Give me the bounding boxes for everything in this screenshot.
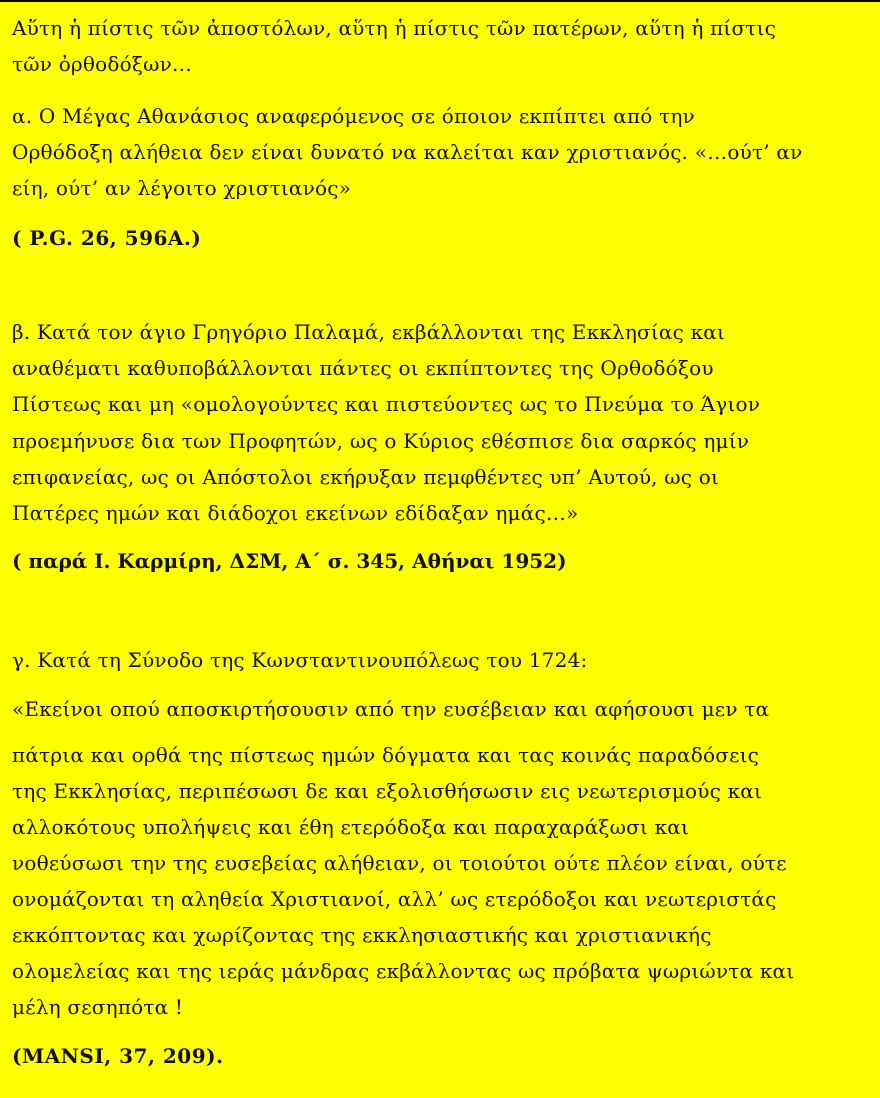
- section-c-text: εκκόπτοντας και χωρίζοντας της εκκλησιαστικής και χριστιανικής: [12, 923, 712, 947]
- intro-line: τῶν ὀρθοδόξων…: [12, 52, 193, 76]
- section-b-text: Πατέρες ημών και διάδοχοι εκείνων εδίδαξαν ημάς…»: [12, 501, 579, 525]
- section-c-heading: γ. Κατά τη Σύνοδο της Κωνσταντινουπόλεως του 1724:: [12, 648, 588, 672]
- section-c-reference: (MANSI, 37, 209).: [12, 1044, 224, 1068]
- section-c-text: «Εκείνοι οπού αποσκιρτήσουσιν από την ευσέβειαν και αφήσουσι μεν τα: [12, 697, 770, 721]
- intro-line: Αὕτη ἡ πίστις τῶν ἀποστόλων, αὕτη ἡ πίστις τῶν πατέρων, αὕτη ἡ πίστις: [12, 16, 777, 40]
- section-a-text: α. Ο Μέγας Αθανάσιος αναφερόμενος σε όποιον εκπίπτει από την: [12, 104, 695, 128]
- section-c-text: ονομάζονται τη αληθεία Χριστιανοί, αλλ’ ως ετερόδοξοι και νεωτεριστάς: [12, 887, 777, 911]
- section-a-text: είη, ούτ’ αν λέγοιτο χριστιανός»: [12, 176, 352, 200]
- section-b-text: β. Κατά τον άγιο Γρηγόριο Παλαμά, εκβάλλονται της Εκκλησίας και: [12, 320, 726, 344]
- section-c-text: μέλη σεσηπότα !: [12, 995, 184, 1019]
- section-b-text: αναθέματι καθυποβάλλονται πάντες οι εκπίπτοντες της Ορθοδόξου: [12, 356, 714, 380]
- section-c-text: της Εκκλησίας, περιπέσωσι δε και εξολισθήσωσιν εις νεωτερισμούς και: [12, 779, 763, 803]
- section-a-reference: ( P.G. 26, 596A.): [12, 226, 202, 250]
- section-c-text: αλλοκότους υπολήψεις και έθη ετερόδοξα και παραχαράξωσι και: [12, 815, 690, 839]
- section-c-text: ολομελείας και της ιεράς μάνδρας εκβάλλοντας ως πρόβατα ψωριώντα και: [12, 959, 795, 983]
- section-a-text: Ορθόδοξη αλήθεια δεν είναι δυνατό να καλείται καν χριστιανός. «…ούτ’ αν: [12, 140, 803, 164]
- section-b-reference: ( παρά Ι. Καρμίρη, ΔΣΜ, Α΄ σ. 345, Αθήναι 1952): [12, 549, 567, 573]
- section-b-text: προεμήνυσε δια των Προφητών, ως ο Κύριος εθέσπισε δια σαρκός ημίν: [12, 429, 750, 453]
- section-b-text: Πίστεως και μη «ομολογούντες και πιστεύοντες ως το Πνεύμα το Άγιον: [12, 392, 761, 416]
- section-b-text: επιφανείας, ως οι Απόστολοι εκήρυξαν πεμφθέντες υπ’ Αυτού, ως οι: [12, 465, 720, 489]
- section-c-text: νοθεύσωσι την της ευσεβείας αλήθειαν, οι τοιούτοι ούτε πλέον είναι, ούτε: [12, 851, 787, 875]
- section-c-text: πάτρια και ορθά της πίστεως ημών δόγματα και τας κοινάς παραδόσεις: [12, 743, 760, 767]
